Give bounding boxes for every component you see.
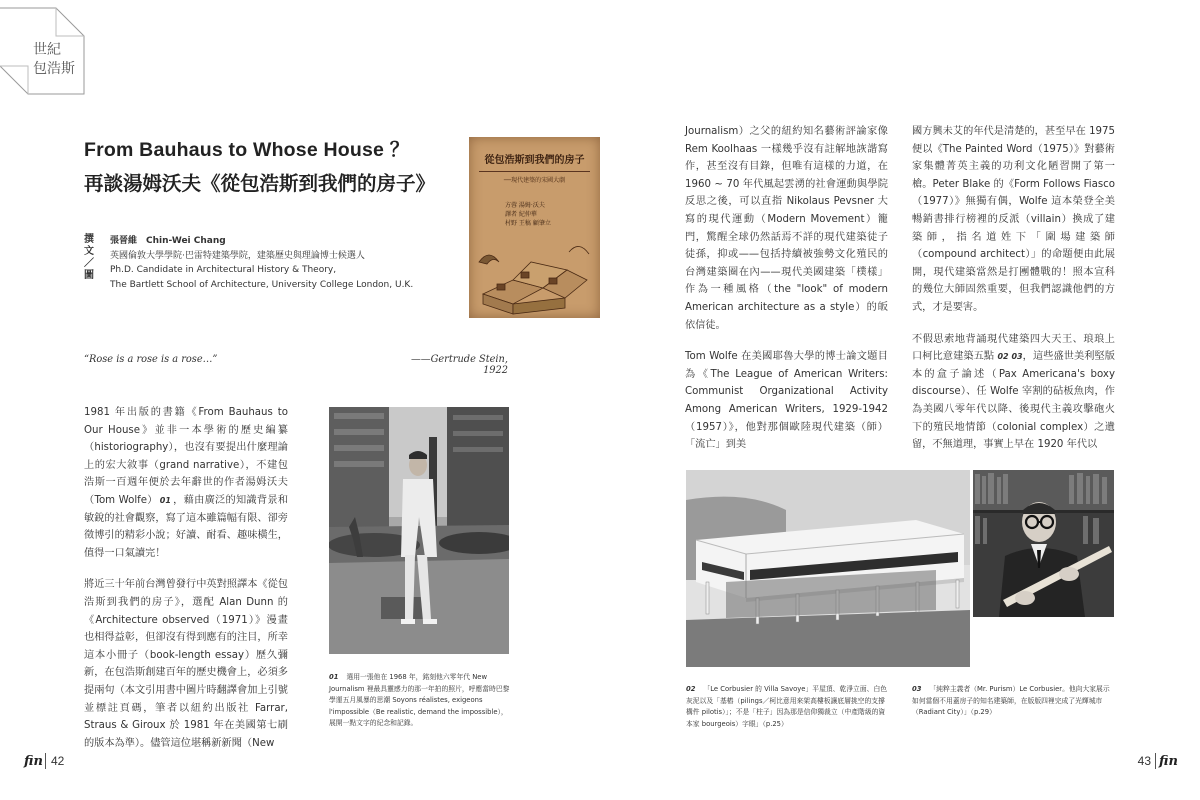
caption-02 bbox=[686, 684, 890, 730]
book-cover-credit-2: 譯者 紀仲華 bbox=[505, 211, 537, 218]
photo-villa-savoye bbox=[686, 470, 970, 667]
byline-role-label: 撰文／圖 bbox=[84, 234, 94, 281]
byline-affiliation-en-2: The Bartlett School of Architecture, University College London, U.K. bbox=[110, 279, 414, 290]
book-cover-credit-3: 村野 王稿 顧肇立 bbox=[505, 220, 551, 227]
paragraph-6 bbox=[912, 331, 1115, 454]
paragraph-3: Journalism）之父的紐約知名藝術評論家像 Rem Koolhaas 一樣幾乎沒有註解地詼諧寫作，甚至沒有目錄，但唯有這樣的力道，在 1960 ~ 70 年代風起雲湧的社會運動與學院反思之後，可以直指 Nikolaus Pevsner 大寫的現代運動（Modern Movement）籠門，驚醒全球仍然話焉不詳的現代建築徒子徒孫，抑或——包括持續被強勢文化殖民的台灣建築圈在內——現代美國建築「樸樣」作為一種風格（the "look" of modern American architecture as a style）的皈依信徒。 bbox=[685, 126, 888, 331]
caption-01 bbox=[329, 672, 511, 730]
epigraph-attribution: ——Gertrude Stein, 1922 bbox=[410, 354, 508, 376]
paragraph-6-text: 不假思索地背誦現代建築四大天王、琅琅上口柯比意建築五點 bbox=[912, 333, 1115, 363]
book-cover-credits bbox=[505, 201, 551, 228]
caption-02-text: 「Le Corbusier 的 Villa Savoye」平屋頂、乾淨立面、白色灰泥以及「基樁（pilings／柯比意用來架高樓板讓底層挑空的支撐構件 pilotis）」；不是「柱子」因為那是信仰獨裁立（中產階級的資本家 bourgeois）字眼」（p.25） bbox=[686, 685, 888, 728]
photo-le-corbusier-graphic bbox=[973, 470, 1114, 617]
footer-divider-left bbox=[45, 753, 46, 769]
byline-affiliation-zh: 英國倫敦大學學院‧巴雷特建築學院，建築歷史與理論博士候選人 bbox=[110, 250, 365, 261]
column-3 bbox=[685, 123, 888, 468]
book-cover-credit-1: 方蓉 湯姆‧沃夫 bbox=[505, 202, 545, 209]
section-tab[interactable] bbox=[33, 40, 75, 78]
book-cover-title: 從包浩斯到我們的房子 bbox=[484, 155, 585, 166]
column-1 bbox=[84, 404, 288, 766]
byline-affiliation-en-1: Ph.D. Candidate in Architectural History & Theory, bbox=[110, 265, 337, 275]
footer-logo-right: fin bbox=[1159, 754, 1178, 769]
paragraph-5: 國方興未艾的年代是清楚的，甚至早在 1975 便以《The Painted Word（1975）》對藝術家集體菁英主義的功利文化陋習開了第一槍。Peter Blake 的《Form Follows Fiasco（1977）》無獨有偶，Wolfe 這本榮登全美暢銷書排行榜裡的反派（villain）換成了建築師，指名道姓下「圍場建築師（compound architect）」的命題便由此展開，現代建築當然是打團體戰的！照本宣科的幾位大師固然重要，但我們認識他們的方式，才是要害。 bbox=[912, 126, 1115, 313]
section-tab-line1: 世紀 bbox=[33, 41, 61, 57]
ref-02-03: 02 03 bbox=[997, 352, 1023, 362]
ref-01: 01 bbox=[159, 495, 171, 505]
paragraph-1 bbox=[84, 404, 288, 562]
book-cover-illustration bbox=[469, 232, 600, 318]
footer-divider-right bbox=[1155, 753, 1156, 769]
paragraph-1-end: ，藉由廣泛的知識背景和敏銳的社會觀察，寫了這本雖篇幅有限、卻旁徵博引的精彩小說；好讀、耐看、趣味橫生，值得一口氣讀完！ bbox=[84, 494, 289, 559]
caption-02-number: 02 bbox=[686, 685, 696, 693]
photo-le-corbusier bbox=[973, 470, 1114, 617]
title-chinese: 再談湯姆沃夫《從包浩斯到我們的房子》 bbox=[84, 172, 436, 195]
photo-tom-wolfe bbox=[329, 407, 509, 654]
column-4 bbox=[912, 123, 1115, 468]
caption-03 bbox=[912, 684, 1116, 719]
paragraph-1-text: 1981 年出版的書籍《From Bauhaus to Our House》並非一本學術的歷史編纂（historiography），也沒有要提出什麼理論上的宏大敘事（grand narrative），不建包浩斯一百週年便於去年辭世的作者湯姆沃夫（Tom Wolfe） bbox=[84, 407, 288, 506]
caption-03-number: 03 bbox=[912, 685, 922, 693]
paragraph-2: 將近三十年前台灣曾發行中英對照譯本《從包浩斯到我們的房子》，選配 Alan Dunn 的《Architecture observed（1971）》漫畫也相得益彰，但卻沒有得到應有的注目，所幸這本小冊子（book-length essay）歷久彌新，在包浩斯創建百年的歷史機會上，必須多提兩句（本文引用書中圖片時翻譯會加上引號並標註頁碼，筆者以紐約出版社 Farrar, Straus & Giroux 於 1981 年在美國第七刷的版本為準）。儘管這位堪稱新新聞（New bbox=[84, 579, 288, 749]
caption-01-text: 選用一張他在 1968 年，銘刻他六零年代 New Journalism 裡最具靈感力的那一年拍的照片，呼應當時巴黎學運五月風暴的思潮 Soyons réalistes, exigeons l'impossible（Be realistic, demand the impossible），展開一點文字的紀念和記錄。 bbox=[329, 673, 510, 727]
page-number-right: 43 bbox=[1137, 754, 1151, 768]
page-number-left: 42 bbox=[51, 754, 65, 768]
paragraph-6-end: ，這些盛世美利堅版本的盒子論述（Pax Americana's boxy discourse）、任 Wolfe 宰割的砧板魚肉，作為美國八零年代以降、後現代主義攻擊砲火下的殖民地情節（colonial complex）之遺留，不無道理，事實上早在 1920 年代以 bbox=[912, 351, 1115, 451]
book-cover-image bbox=[469, 137, 600, 318]
caption-01-number: 01 bbox=[329, 673, 339, 681]
byline bbox=[110, 234, 413, 292]
photo-tom-wolfe-graphic bbox=[329, 407, 509, 654]
footer-logo-left: fin bbox=[24, 754, 43, 769]
byline-author: 張晉維 Chin-Wei Chang bbox=[110, 236, 226, 246]
photo-villa-savoye-graphic bbox=[686, 470, 970, 667]
book-cover-subtitle: ──現代建築的宋國大劇 bbox=[503, 177, 566, 184]
section-tab-line2: 包浩斯 bbox=[33, 60, 75, 76]
title-english: From Bauhaus to Whose House ？ bbox=[84, 139, 410, 161]
caption-03-text: 「純粹主義者（Mr. Purism）Le Corbusier。他向大家展示如何當個不用蓋房子的知名建築師，在版版四裡完成了光輝城市（Radiant City）」（p.29） bbox=[912, 685, 1110, 716]
epigraph-quote: “Rose is a rose is a rose…” bbox=[84, 354, 218, 365]
paragraph-4: Tom Wolfe 在美國耶魯大學的博士論文題目為《The League of American Writers: Communist Organizational Activity Among American Writers, 1929-1942（1957）》，他對那個歐陸現代建築（師）「流亡」到美 bbox=[685, 351, 888, 451]
